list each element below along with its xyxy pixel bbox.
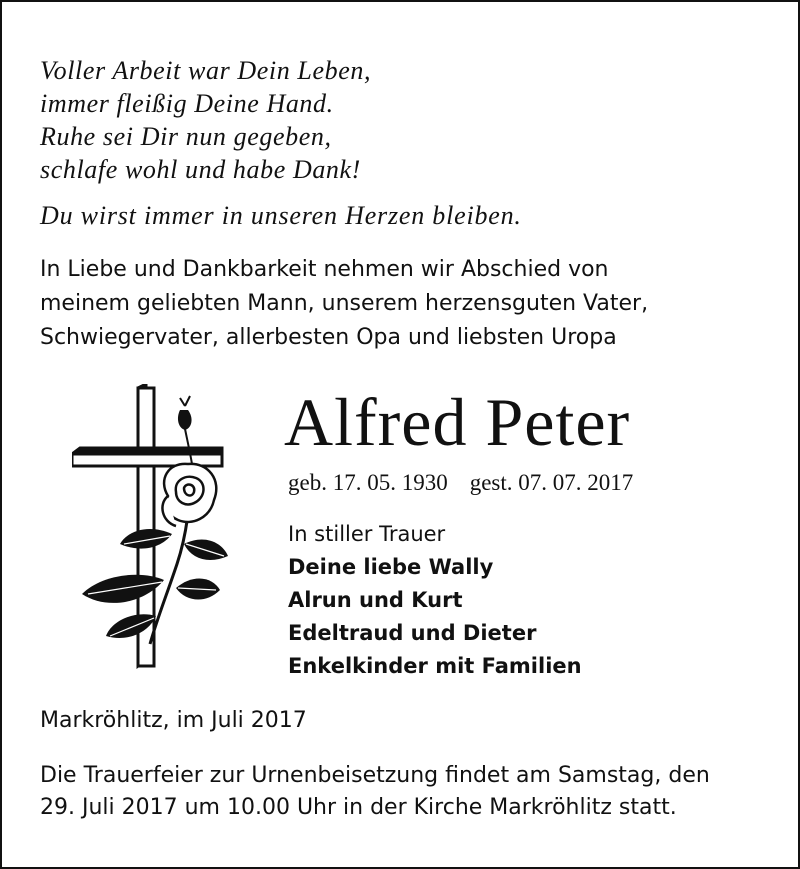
intro-line: meinem geliebten Mann, unserem herzensguten Vater,	[40, 291, 649, 316]
death-date: gest. 07. 07. 2017	[469, 470, 634, 495]
mourners-block	[288, 518, 582, 683]
birth-date: geb. 17. 05. 1930	[288, 470, 448, 495]
place-date: Markröhlitz, im Juli 2017	[40, 708, 307, 733]
mourner-name: Alrun und Kurt	[288, 588, 463, 612]
service-line: 29. Juli 2017 um 10.00 Uhr in der Kirche Markröhlitz statt.	[40, 795, 677, 820]
mourner-name: Enkelkinder mit Familien	[288, 654, 582, 678]
intro-line: In Liebe und Dankbarkeit nehmen wir Abschied von	[40, 257, 609, 282]
deceased-name: Alfred Peter	[284, 384, 631, 460]
service-line: Die Trauerfeier zur Urnenbeisetzung findet am Samstag, den	[40, 763, 710, 788]
mourner-name: Deine liebe Wally	[288, 555, 494, 579]
cross-with-rose-icon	[72, 384, 242, 674]
intro-line: Schwiegervater, allerbesten Opa und liebsten Uropa	[40, 325, 617, 350]
poem	[40, 54, 760, 186]
poem-line: Voller Arbeit war Dein Leben,	[40, 56, 372, 85]
poem-line: Ruhe sei Dir nun gegeben,	[40, 122, 332, 151]
intro-text	[40, 253, 780, 355]
mourners-lead: In stiller Trauer	[288, 522, 446, 546]
mourner-name: Edeltraud und Dieter	[288, 621, 537, 645]
motto: Du wirst immer in unseren Herzen bleiben.	[40, 201, 522, 230]
poem-line: schlafe wohl und habe Dank!	[40, 155, 361, 184]
poem-line: immer fleißig Deine Hand.	[40, 89, 334, 118]
service-info	[40, 760, 780, 824]
life-dates	[288, 468, 633, 498]
